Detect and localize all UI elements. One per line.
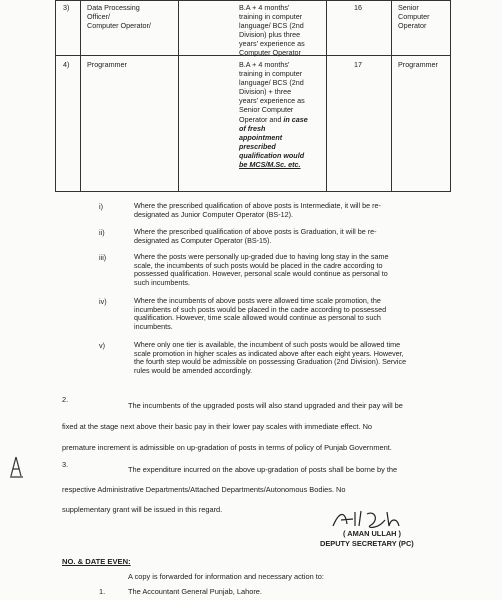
row-4-qualification: B.A + 4 months' training in computer language/ BCS (2nd Division) + three years' experience as Senior Computer Operator and in case of fresh appointment prescribed qualification would be MCS/M.Sc. etc. [239, 60, 308, 170]
endorsement-intro: A copy is forwarded for information and necessary action to: [128, 572, 324, 581]
signatory-name: ( AMAN ULLAH ) [343, 529, 402, 538]
signature-scribble [325, 508, 455, 530]
row-4-post: Programmer [87, 60, 127, 69]
signatory-designation: DEPUTY SECRETARY (PC) [320, 539, 414, 548]
endorsement-heading: NO. & DATE EVEN: [62, 557, 131, 566]
row-3-qualification: B.A + 4 months' training in computer language/ BCS (2nd Division) plus three years' experience as Computer Operator [239, 3, 305, 58]
condition-4-number: iv) [99, 297, 107, 306]
condition-2-text: Where the prescribed qualification of above posts is Graduation, it will be re- designated as Computer Operator (BS-15). [134, 227, 377, 245]
handwritten-margin-mark [8, 455, 24, 479]
row-3-bps: 16 [354, 3, 362, 12]
condition-3-number: iii) [99, 253, 107, 262]
paragraph-2-text: The incumbents of the upgraded posts will also stand upgraded and their pay will be fixed at the stage next above their basic pay in their lower pay scales with immediate effect. No premature increment is admissible on up-gradation of posts in terms of policy of Punjab Government. [62, 401, 403, 452]
condition-4-text: Where the incumbents of above posts were allowed time scale promotion, the incumbents of such posts would be placed in the cadre according to possessed qualification. However, time scale allowed would continue as personal to such incumbents. [134, 296, 387, 331]
row-3-sno: 3) [63, 3, 70, 12]
row-4-bps: 17 [354, 60, 362, 69]
condition-5-number: v) [99, 341, 105, 350]
row-3-post: Data Processing Officer/ Computer Operator/ [87, 3, 151, 31]
paragraph-3-number: 3. [62, 460, 69, 469]
paragraph-2-number: 2. [62, 395, 69, 404]
condition-3-text: Where the posts were personally up-graded due to having long stay in the same scale, the incumbents of such posts would be placed in the cadre according to possessed qualification. However, personal scale would continue as personal to such incumbents. [134, 252, 389, 287]
condition-1-text: Where the prescribed qualification of above posts is Intermediate, it will be re- designated as Junior Computer Operator (BS-12). [134, 201, 381, 219]
condition-1-number: i) [99, 202, 103, 211]
posts-table [55, 0, 451, 192]
paragraph-3-text: The expenditure incurred on the above up-gradation of posts shall be borne by the respective Administrative Departments/Attached Departments/Autonomous Bodies. No supplementary grant will be issued in this regard. [62, 465, 398, 514]
row-4-sno: 4) [63, 60, 70, 69]
condition-2-number: ii) [99, 228, 105, 237]
row-3-upgraded: Senior Computer Operator [398, 3, 430, 31]
endorsement-item-1-text: The Accountant General Punjab, Lahore. [128, 587, 262, 596]
endorsement-item-1-number: 1. [99, 587, 106, 596]
condition-5-text: Where only one tier is available, the incumbent of such posts would be allowed time scale promotion in higher scales as indicated above after each eight years. However, the fourth step would be admissible on possessing Graduation (2nd Division). Service rules would be amended accordingly. [134, 340, 407, 375]
row-4-upgraded: Programmer [398, 60, 438, 69]
